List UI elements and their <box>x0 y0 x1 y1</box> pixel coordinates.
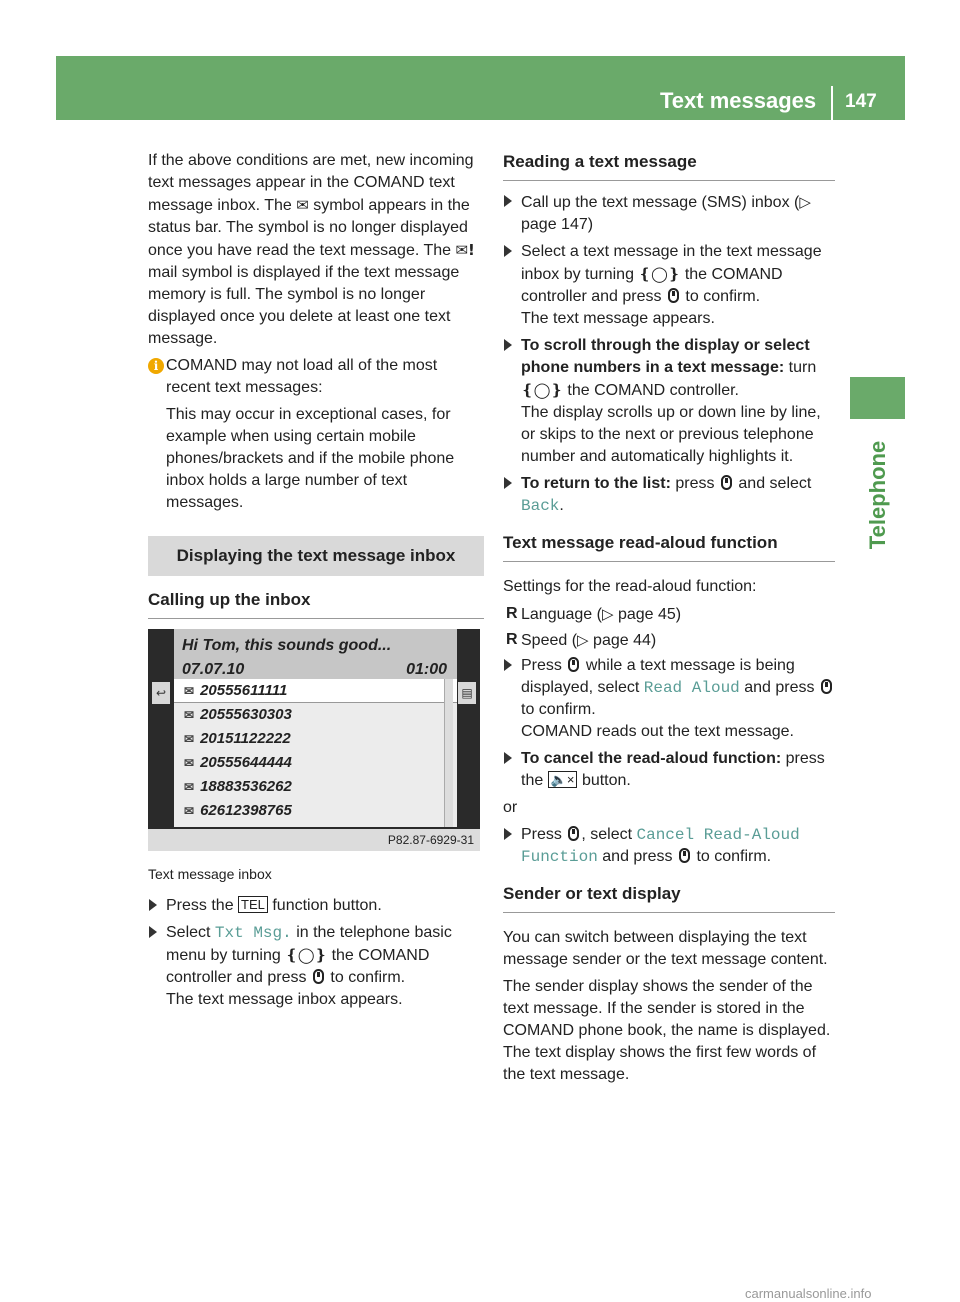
menu-item-back: Back <box>521 497 560 515</box>
step-scroll: To scroll through the display or select phone numbers in a text message: turn ❴◯❵ the COMAND controller. The display scrolls up or down line by line, or skips to the next or previous telephone number and automatically highlights it. <box>503 335 835 468</box>
screen-time: 01:00 <box>406 661 447 678</box>
press-controller-icon <box>721 475 732 490</box>
envelope-icon: ✉ <box>184 684 195 698</box>
read-envelope-icon: ✉ <box>184 708 195 722</box>
footer-watermark: carmanualsonline.info <box>745 1286 872 1301</box>
step-result: The text message inbox appears. <box>166 991 403 1008</box>
mute-key-icon: 🔈× <box>548 771 578 788</box>
list-item: ✉ 20555630303 <box>184 706 292 723</box>
page-ref-icon: ▷ <box>577 631 589 649</box>
read-envelope-icon: ✉ <box>184 756 195 770</box>
right-column <box>503 150 835 1091</box>
press-controller-icon <box>679 848 690 863</box>
step-result: COMAND reads out the text message. <box>521 723 794 740</box>
press-controller-icon <box>313 969 324 984</box>
rotate-controller-icon: ❴◯❵ <box>521 381 563 399</box>
screen-date: 07.07.10 <box>182 661 245 678</box>
screen-footer <box>148 829 480 851</box>
step-arrow-icon <box>149 899 157 911</box>
sender-paragraph-1: You can switch between displaying the text message sender or the text message content. <box>503 929 828 968</box>
menu-item-read-aloud: Read Aloud <box>643 679 740 697</box>
scrollbar <box>444 679 453 827</box>
step-arrow-icon <box>504 828 512 840</box>
bullet-icon: R <box>506 605 518 622</box>
info-note <box>148 355 484 514</box>
step-select-txt-msg: Select Txt Msg. in the telephone basic menu by turning ❴◯❵ the COMAND controller and press to confirm. The text message inbox appears. <box>148 922 484 1011</box>
step-call-inbox: Call up the text message (SMS) inbox (▷ page 147) <box>503 191 835 236</box>
step-arrow-icon <box>504 477 512 489</box>
bullet-icon: R <box>506 631 518 648</box>
options-icon: ▤ <box>458 682 476 704</box>
figure-code: P82.87-6929-31 <box>387 833 474 847</box>
step-read-aloud: Press while a text message is being displayed, select Read Aloud and press to confirm. COMAND reads out the text message. <box>503 655 835 743</box>
list-item: ✉ 20151122222 <box>184 730 291 747</box>
mail-full-icon: ✉! <box>455 241 475 259</box>
step-result: The display scrolls up or down line by line, or skips to the next or previous telephone number and automatically highlights it. <box>521 404 821 465</box>
envelope-icon: ✉ <box>296 196 309 214</box>
rotate-controller-icon: ❴◯❵ <box>638 265 681 283</box>
step-cancel-read-aloud: To cancel the read-aloud function: press the 🔈× button. <box>503 748 835 792</box>
bullet-language: R Language (▷ page 45) <box>506 605 682 623</box>
screen-message-preview: Hi Tom, this sounds good... <box>182 637 392 654</box>
step-arrow-icon <box>504 245 512 257</box>
read-envelope-icon: ✉ <box>184 732 195 746</box>
menu-item-txt-msg: Txt Msg. <box>214 924 292 942</box>
header-divider <box>831 86 833 120</box>
back-icon: ↩ <box>152 682 170 704</box>
menu-item-cancel-read-aloud: Cancel Read-Aloud <box>636 826 800 844</box>
info-icon: i <box>148 358 164 374</box>
side-tab-text: Telephone <box>864 440 890 550</box>
step-select-message: Select a text message in the text message inbox by turning ❴◯❵ the COMAND controller and press to confirm. The text message appears. <box>503 241 835 330</box>
note-text-1: COMAND may not load all of the most recent text messages: <box>166 357 438 396</box>
read-envelope-icon: ✉ <box>184 780 195 794</box>
inbox-screenshot <box>148 629 480 851</box>
press-controller-icon <box>668 288 679 303</box>
step-arrow-icon <box>504 339 512 351</box>
press-controller-icon <box>821 679 832 694</box>
subheading-read-aloud: Text message read-aloud function <box>503 531 835 562</box>
step-arrow-icon <box>504 752 512 764</box>
subheading-inbox: Calling up the inbox <box>148 588 484 619</box>
press-controller-icon <box>568 657 579 672</box>
subheading-sender-display: Sender or text display <box>503 882 835 913</box>
section-heading: Displaying the text message inbox <box>148 536 484 576</box>
subheading-reading: Reading a text message <box>503 150 835 181</box>
step-cancel-function: Press , select Cancel Read-Aloud Function and press to confirm. <box>503 824 835 868</box>
list-item: ✉ 62612398765 <box>184 802 292 819</box>
list-item: ✉ 18883536262 <box>184 778 292 795</box>
sender-paragraph-2: The sender display shows the sender of the text message. If the sender is stored in the COMAND phone book, the name is displayed. The text display shows the first few words of the text message. <box>503 978 831 1083</box>
read-envelope-icon: ✉ <box>184 804 195 818</box>
list-item: ✉ 20555644444 <box>184 754 292 771</box>
press-controller-icon <box>568 826 579 841</box>
side-tab-marker <box>850 377 905 419</box>
page-ref-icon: ▷ <box>799 193 811 211</box>
page-ref-icon: ▷ <box>601 605 614 623</box>
page-title: Text messages <box>660 88 817 113</box>
side-tab-label <box>850 430 905 560</box>
note-text-2: This may occur in exceptional cases, for example when using certain mobile phones/brackets and if the mobile phone inbox holds a large number of text messages. <box>166 406 455 511</box>
step-arrow-icon <box>504 195 512 207</box>
or-text: or <box>503 799 518 816</box>
page-number: 147 <box>845 91 877 112</box>
bullet-speed: R Speed (▷ page 44) <box>506 631 657 649</box>
left-column <box>148 150 484 1016</box>
step-result: The text message appears. <box>521 310 715 327</box>
step-arrow-icon <box>504 659 512 671</box>
menu-item-function: Function <box>521 848 598 866</box>
rotate-controller-icon: ❴◯❵ <box>285 946 328 964</box>
settings-intro: Settings for the read-aloud function: <box>503 578 757 595</box>
step-arrow-icon <box>149 926 157 938</box>
list-item: ✉ 20555611111 <box>174 679 457 703</box>
step-press-tel: Press the TEL function button. <box>148 895 484 917</box>
intro-paragraph: If the above conditions are met, new incoming text messages appear in the COMAND text message inbox. The ✉ symbol appears in the status bar. The symbol is no longer displayed once you have read the text message. The ✉! mail symbol is displayed if the text message memory is full. The symbol is no longer displayed once you delete at least one text message. <box>148 152 475 347</box>
step-return: To return to the list: press and select Back. <box>503 473 835 517</box>
tel-key-icon: TEL <box>238 896 268 913</box>
figure-caption: Text message inbox <box>148 866 272 882</box>
message-list <box>174 679 457 827</box>
